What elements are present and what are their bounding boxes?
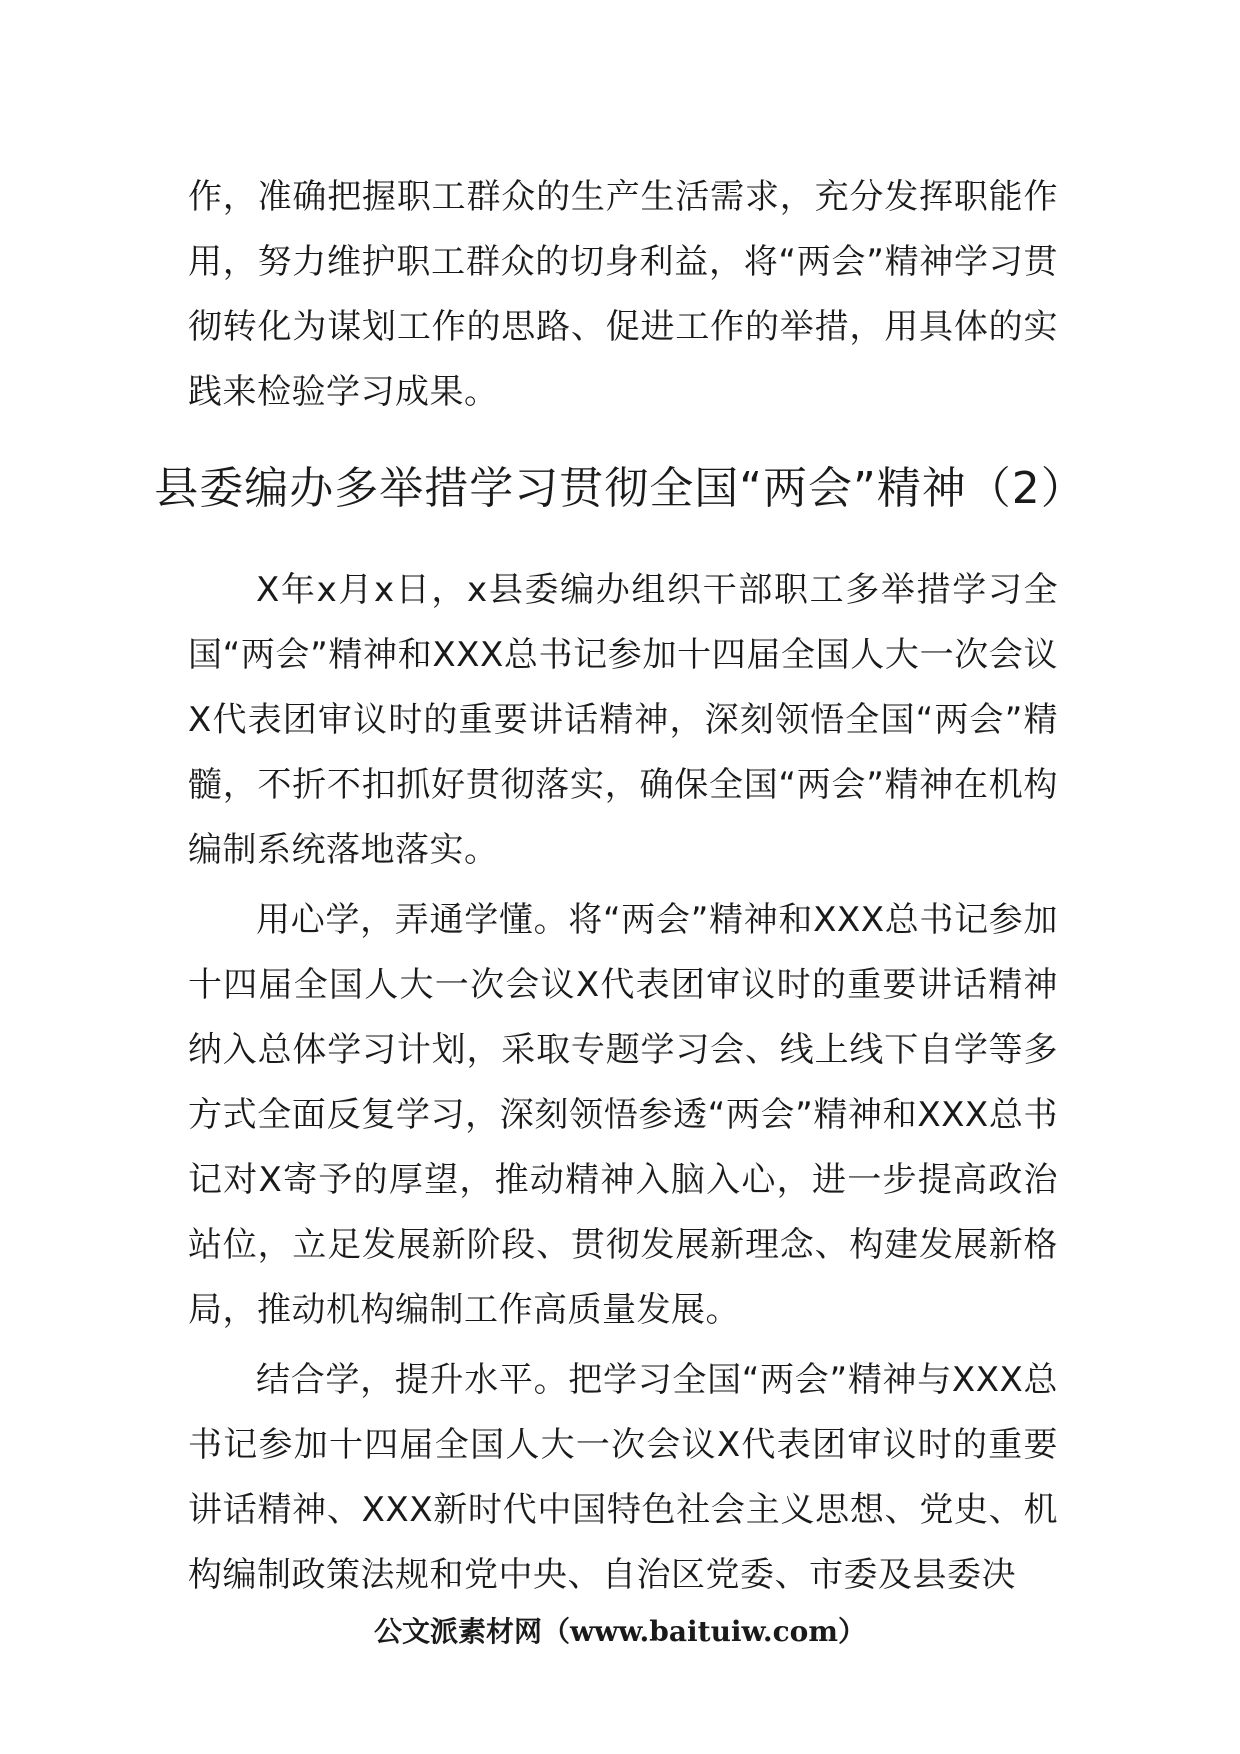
- paragraph-intro: X年x月x日，x县委编办组织干部职工多举措学习全国“两会”精神和XXX总书记参加十四届全国人大一次会议X代表团审议时的重要讲话精神，深刻领悟全国“两会”精髓，不折不扣抓好贯彻落实，确保全国“两会”精神在机构编制系统落地落实。: [188, 570, 1058, 870]
- body-text: [188, 558, 1058, 1613]
- paragraph-study-carefully: 用心学，弄通学懂。将“两会”精神和XXX总书记参加十四届全国人大一次会议X代表团审议时的重要讲话精神纳入总体学习计划，采取专题学习会、线上线下自学等多方式全面反复学习，深刻领悟参透“两会”精神和XXX总书记对X寄予的厚望，推动精神入脑入心，进一步提高政治站位，立足发展新阶段、贯彻发展新理念、构建发展新格局，推动机构编制工作高质量发展。: [188, 900, 1058, 1330]
- continued-paragraph: 作，准确把握职工群众的生产生活需求，充分发挥职能作用，努力维护职工群众的切身利益，将“两会”精神学习贯彻转化为谋划工作的思路、促进工作的举措，用具体的实践来检验学习成果。: [188, 177, 1058, 412]
- footer-source: 公文派素材网（www.baituiw.com）: [374, 1615, 866, 1648]
- paragraph-combined-study: 结合学，提升水平。把学习全国“两会”精神与XXX总书记参加十四届全国人大一次会议X代表团审议时的重要讲话精神、XXX新时代中国特色社会主义思想、党史、机构编制政策法规和党中央、自治区党委、市委及县委决: [188, 1360, 1058, 1595]
- document-title: 县委编办多举措学习贯彻全国“两会”精神（2）: [154, 463, 1086, 515]
- continued-paragraph-block: [188, 165, 1058, 425]
